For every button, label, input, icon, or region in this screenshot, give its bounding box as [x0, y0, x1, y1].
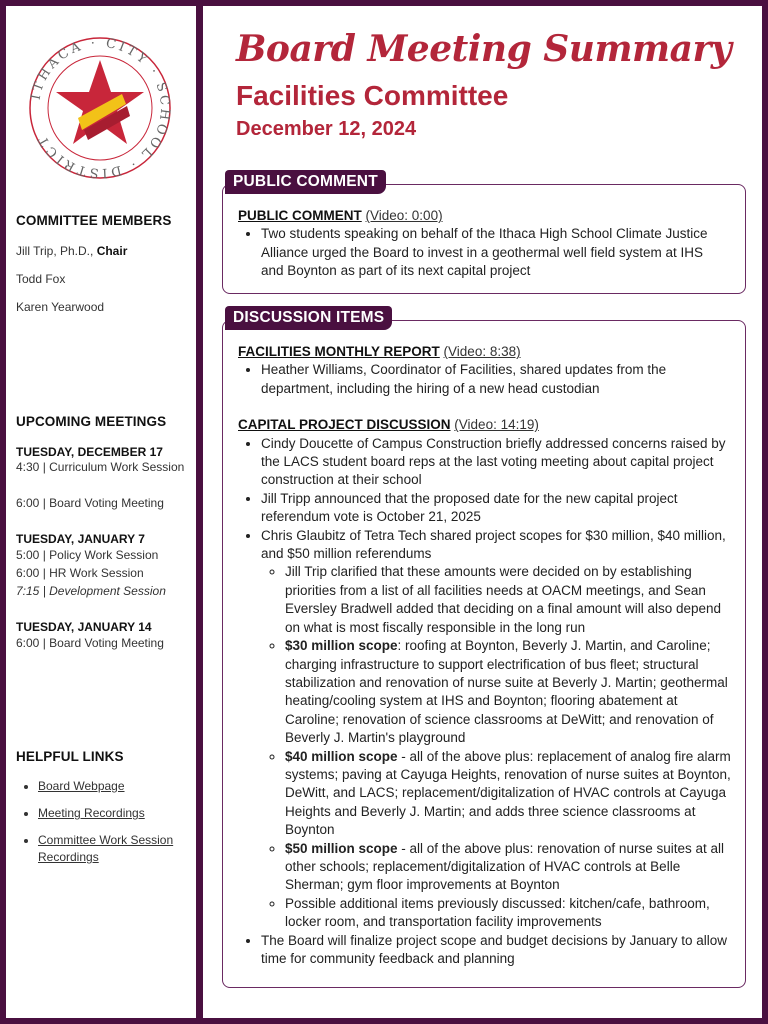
member-item: Karen Yearwood	[16, 300, 105, 314]
meeting-item: 6:00 | Board Voting Meeting	[16, 636, 164, 650]
meeting-item: 4:30 | Curriculum Work Session	[16, 460, 185, 474]
meeting-item: 6:00 | Board Voting Meeting	[16, 496, 164, 510]
sub-list-item: ◦ Possible additional items previously discussed: kitchen/cafe, bathroom, locker room, and transportation facility improvements	[285, 895, 734, 932]
meeting-recordings-link[interactable]: Meeting Recordings	[38, 806, 145, 820]
link-item	[38, 832, 213, 866]
list-item: • Jill Tripp announced that the proposed date for the new capital project referendum vote is October 21, 2025	[261, 490, 734, 527]
list-item: • Heather Williams, Coordinator of Facilities, shared updates from the department, including the hiring of a new head custodian	[261, 361, 734, 398]
logo-ring-text: ITHACA · CITY · SCHOOL · DISTRICT	[28, 35, 173, 181]
sidebar	[6, 6, 196, 1018]
link-item	[38, 778, 213, 795]
members-heading: COMMITTEE MEMBERS	[16, 213, 172, 228]
discussion-tab: DISCUSSION ITEMS	[225, 306, 392, 330]
links-heading: HELPFUL LINKS	[16, 749, 124, 764]
sub-list-item: ◦ $30 million scope: roofing at Boynton, Beverly J. Martin, and Caroline; charging infrastructure to support electrification of bus fleet; structural stabilization and renovation of nurse suite at Beverly J. Martin; geothermal heating/cooling system at IHS and Boynton; flooring abatement at Caroline; renovation of science classrooms at DeWitt; and renovation of Beverly J. Martin's playground	[285, 637, 734, 747]
discussion-content	[238, 343, 734, 968]
links-list	[16, 778, 213, 876]
facilities-heading: FACILITIES MONTHLY REPORT	[238, 344, 440, 359]
public-comment-content	[238, 207, 728, 281]
page-title: Board Meeting Summary	[236, 28, 732, 70]
list-item: • Two students speaking on behalf of the Ithaca High School Climate Justice Alliance urged the Board to invest in a geothermal well field system at IHS and Boynton as part of its next capital project	[261, 225, 728, 280]
meeting-day: TUESDAY, DECEMBER 17	[16, 445, 163, 459]
member-item: Jill Trip, Ph.D., Chair	[16, 244, 128, 258]
video-link[interactable]: (Video: 0:00)	[365, 208, 443, 223]
meeting-date: December 12, 2024	[236, 118, 417, 140]
work-session-recordings-link[interactable]: Committee Work Session Recordings	[38, 833, 174, 864]
list-item: • The Board will finalize project scope and budget decisions by January to allow time for community feedback and planning	[261, 932, 734, 969]
list-item: • Cindy Doucette of Campus Construction briefly addressed concerns raised by the LACS student board reps at the last voting meeting about capital project construction at their school	[261, 435, 734, 490]
member-item: Todd Fox	[16, 272, 66, 286]
sub-list-item: ◦ $50 million scope - all of the above plus: renovation of nurse suites at all other schools; replacement/digitalization of HVAC controls at Belle Sherman; gym floor improvements at Boynton	[285, 840, 734, 895]
list-item: • Chris Glaubitz of Tetra Tech shared project scopes for $30 million, $40 million, and $50 million referendums ◦ Jill Trip clarified that these amounts were decided on by establishing priorities from a list of all facilities needs at OACM meetings, and Sean Eversley Bradwell added that deciding on a final amount will also depend on what is most fiscally responsible in the long run ◦ $30 million scope: roofing at Boynton, Beverly J. Martin, and Caroline; charging infrastructure to support electrification of bus fleet; structural stabilization and renovation of nurse suite at Beverly J. Martin; geothermal heating/cooling system at IHS and Boynton; flooring abatement at Caroline; renovation of science classrooms at DeWitt; and renovation of Beverly J. Martin's playground ◦ $40 million scope - all of the above plus: replacement of analog fire alarm systems; paving at Cayuga Heights, renovation of nurse suites at Boynton, DeWitt, and LACS; replacement/digitalization of HVAC controls at Cayuga Heights and Beverly J. Martin; and adds three science classrooms at Boynton ◦ $50 million scope - all of the above plus: renovation of nurse suites at all other schools; replacement/digitalization of HVAC controls at Belle Sherman; gym floor improvements at Boynton ◦ Possible additional items previously discussed: kitchen/cafe, bathroom, locker room, and transportation facility improvements	[261, 527, 734, 932]
meeting-item: 7:15 | Development Session	[16, 584, 166, 598]
meeting-item: 6:00 | HR Work Session	[16, 566, 144, 580]
main-content	[203, 6, 762, 1018]
sub-list-item: ◦ Jill Trip clarified that these amounts were decided on by establishing priorities from a list of all facilities needs at OACM meetings, and Sean Eversley Bradwell added that deciding on a final amount will also depend on what is most fiscally responsible in the long run	[285, 563, 734, 637]
video-link[interactable]: (Video: 14:19)	[454, 417, 539, 433]
video-link[interactable]: (Video: 8:38)	[443, 344, 521, 359]
meetings-heading: UPCOMING MEETINGS	[16, 414, 167, 429]
meeting-item: 5:00 | Policy Work Session	[16, 548, 159, 562]
public-comment-tab: PUBLIC COMMENT	[225, 170, 386, 194]
link-item	[38, 805, 213, 822]
meeting-day: TUESDAY, JANUARY 14	[16, 620, 152, 634]
capital-heading: CAPITAL PROJECT DISCUSSION	[238, 417, 451, 433]
district-logo	[26, 34, 174, 182]
sub-list-item: ◦ $40 million scope - all of the above plus: replacement of analog fire alarm systems; paving at Cayuga Heights, renovation of nurse suites at Boynton, DeWitt, and LACS; replacement/digitalization of HVAC controls at Cayuga Heights and Beverly J. Martin; and adds three science classrooms at Boynton	[285, 748, 734, 840]
page-subtitle: Facilities Committee	[236, 80, 509, 111]
public-comment-heading: PUBLIC COMMENT	[238, 208, 362, 223]
board-webpage-link[interactable]: Board Webpage	[38, 779, 125, 793]
meeting-day: TUESDAY, JANUARY 7	[16, 532, 145, 546]
